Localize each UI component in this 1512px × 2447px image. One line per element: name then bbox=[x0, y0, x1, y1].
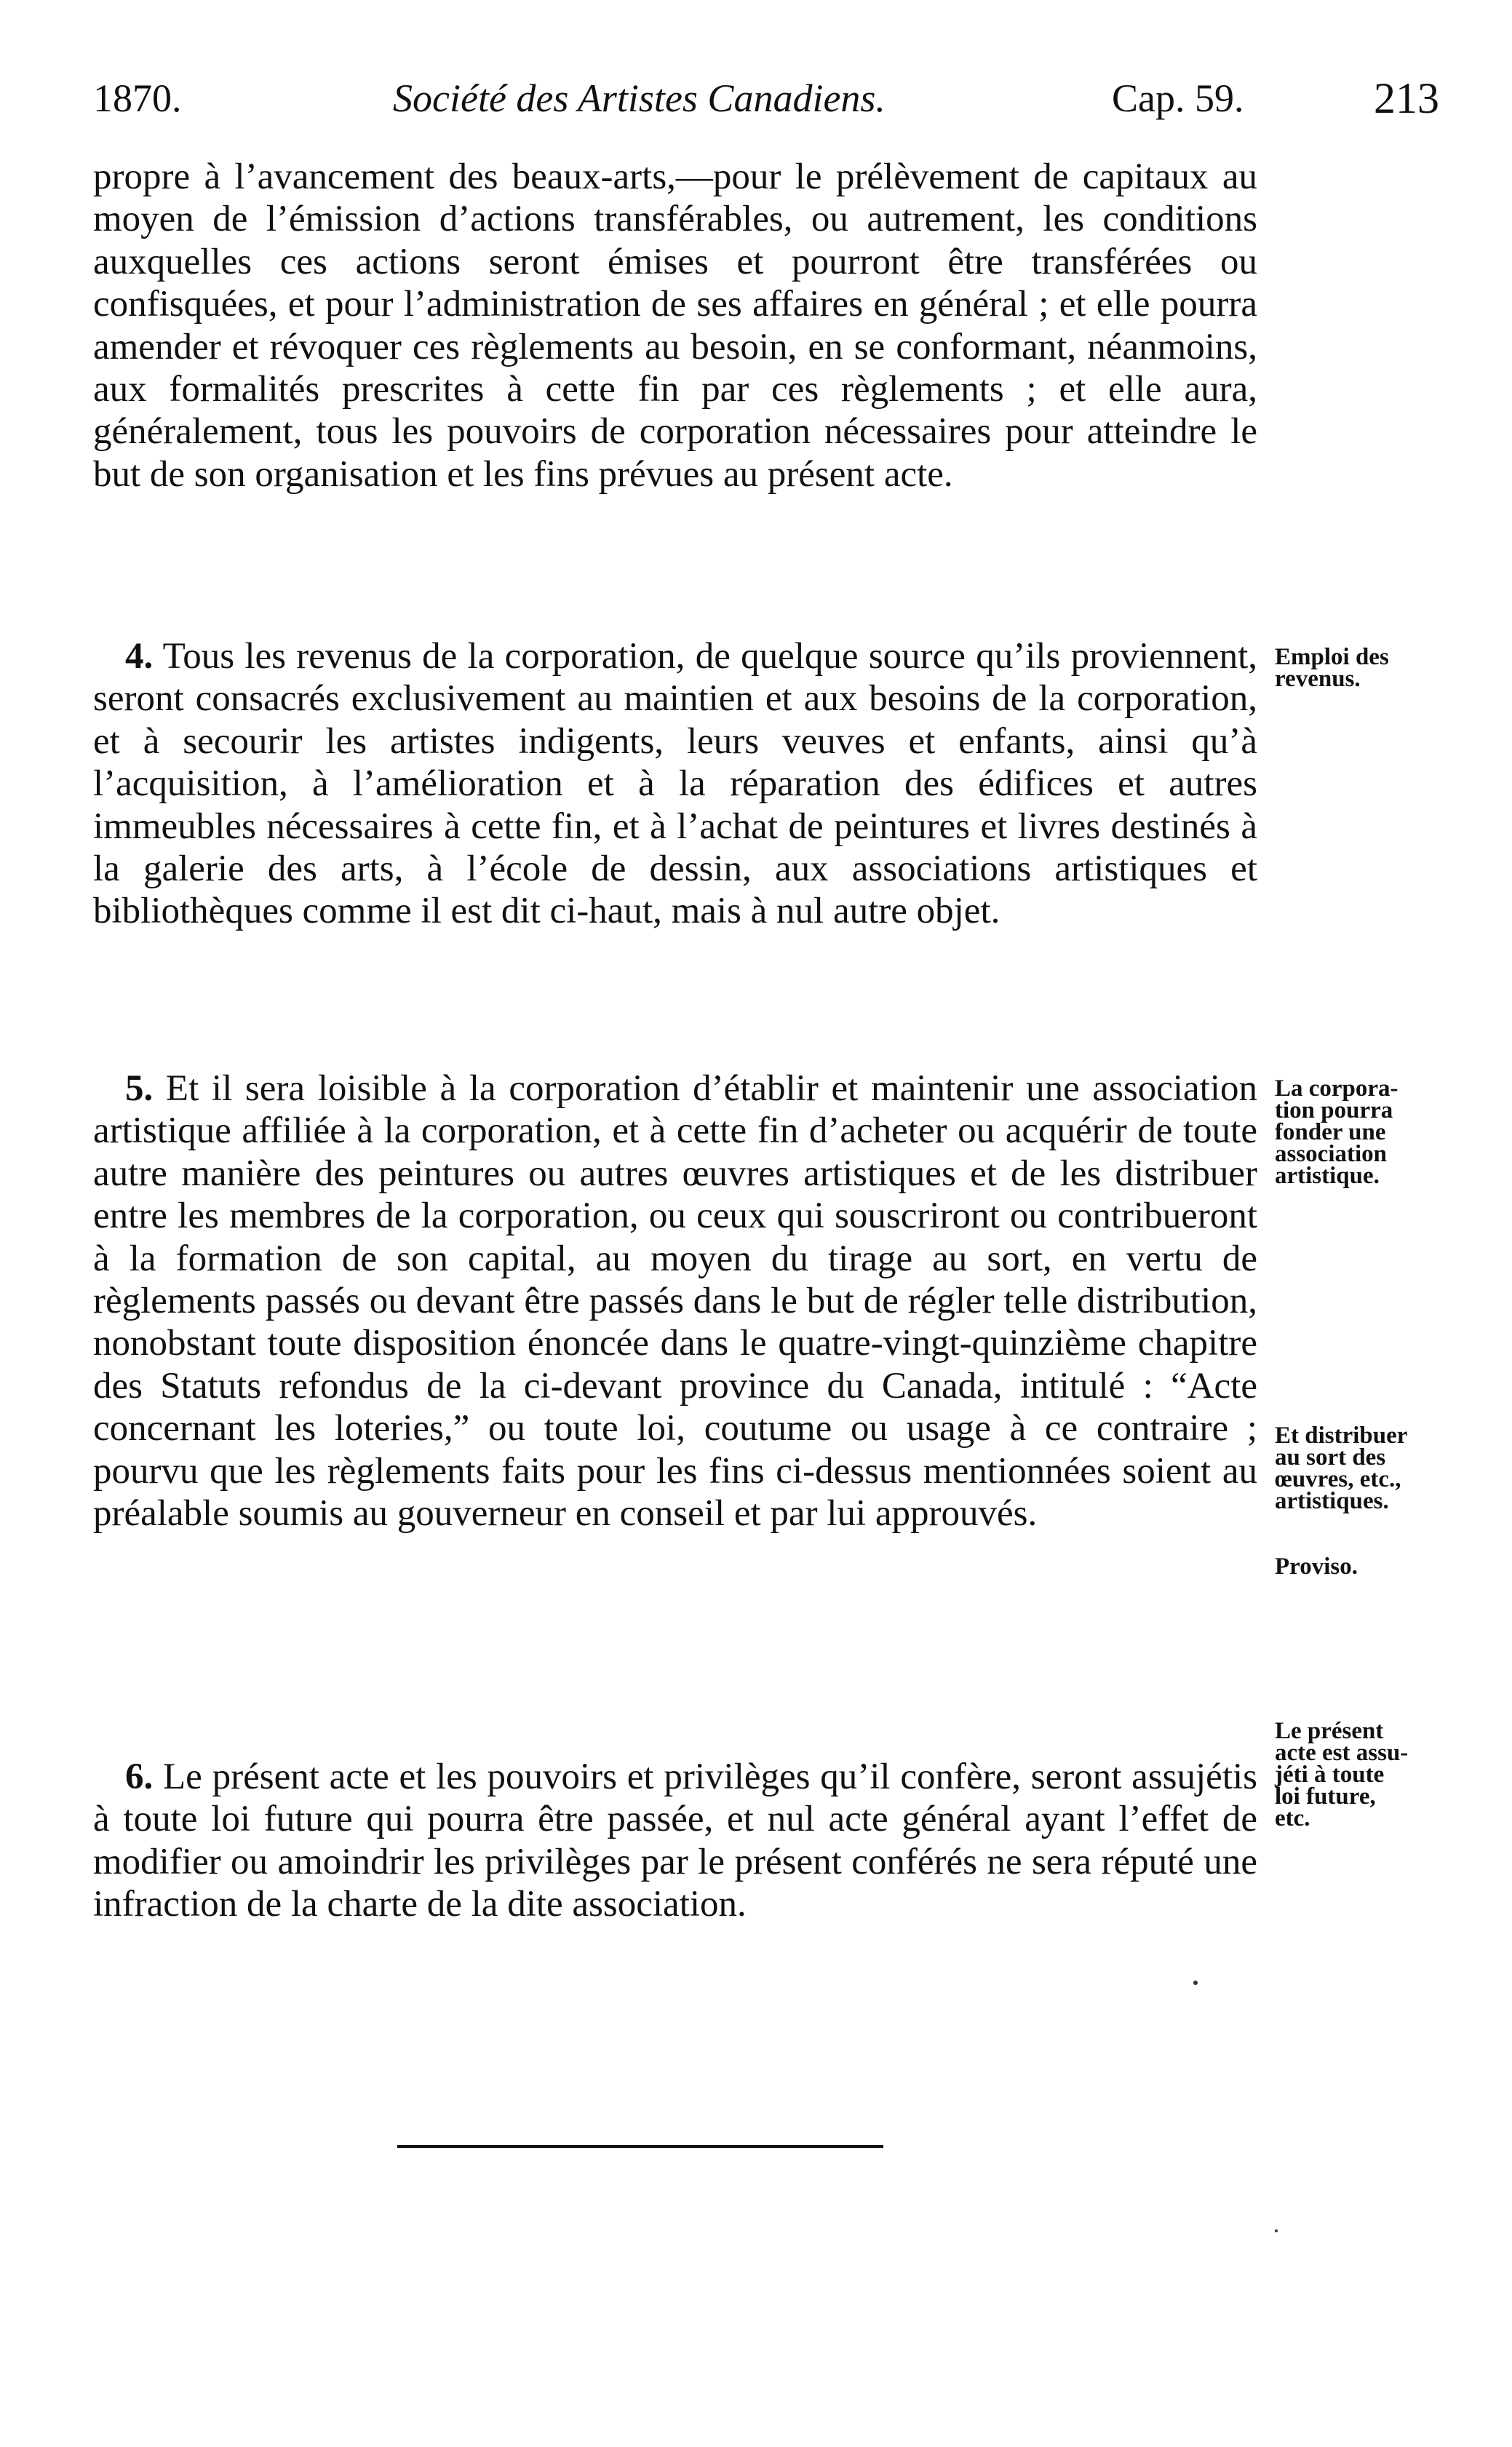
marginal-note-loi-future bbox=[1275, 1720, 1464, 1829]
print-speck bbox=[1275, 2229, 1278, 2232]
marginal-note-proviso bbox=[1275, 1553, 1464, 1580]
note-line: La corpora- bbox=[1275, 1075, 1398, 1102]
note-line: jéti à toute bbox=[1275, 1762, 1385, 1788]
section-4 bbox=[93, 635, 1257, 933]
note-line: œuvres, etc., bbox=[1275, 1466, 1401, 1492]
note-line: fonder une bbox=[1275, 1119, 1386, 1145]
note-line: artistique. bbox=[1275, 1163, 1380, 1189]
note-line: revenus. bbox=[1275, 666, 1361, 692]
footer-rule bbox=[397, 2145, 883, 2148]
note-line: Le présent bbox=[1275, 1718, 1384, 1744]
section-number: 4. bbox=[125, 636, 154, 677]
header-chapter: Cap. 59. bbox=[1112, 76, 1244, 120]
section-number: 5. bbox=[125, 1068, 154, 1109]
header-year: 1870. bbox=[93, 76, 182, 120]
note-line: tion pourra bbox=[1275, 1097, 1393, 1123]
section-6 bbox=[93, 1756, 1257, 1926]
paragraph-text: Le présent acte et les pouvoirs et privilèges qu’il confère, seront assujétis à toute loi future qui pourra être passée, et nul acte général ayant l’effet de modifier ou amoindrir les privilèges par le présent conférés ne sera réputé une infraction de la charte de la dite association. bbox=[93, 1756, 1258, 1925]
marginal-note-emploi-des-revenus bbox=[1275, 646, 1464, 690]
header-title: Société des Artistes Canadiens. bbox=[393, 76, 886, 120]
paragraph-continuation bbox=[93, 156, 1257, 496]
note-line: Et distribuer bbox=[1275, 1423, 1408, 1449]
note-line: etc. bbox=[1275, 1805, 1310, 1831]
paragraph-text: Et il sera loisible à la corporation d’établir et maintenir une association artistique affiliée à la corporation, et à cette fin d’acheter ou acquérir de toute autre manière des peintures ou autres œuvres artistiques et de les distribuer entre les membres de la corporation, ou ceux qui souscriront ou contribueront à la formation de son capital, au moyen du tirage au sort, en vertu de règlements passés ou devant être passés dans le but de régler telle distribution, nonobstant toute disposition énoncée dans le quatre-vingt-quinzième chapitre des Statuts refondus de la ci-devant province du Canada, intitulé : “Acte concernant les loteries,” ou toute loi, coutume ou usage à ce contraire ; pourvu que les règlements faits pour les fins ci-dessus mentionnées soient au préalable soumis au gouverneur en conseil et par lui approuvés. bbox=[93, 1068, 1257, 1535]
paragraph-text: Tous les revenus de la corporation, de quelque source qu’ils proviennent, seront consacrés exclusivement au maintien et aux besoins de la corporation, et à secourir les artistes indigents, leurs veuves et enfants, ainsi qu’à l’acquisition, à l’amélioration et à la réparation des édifices et autres immeubles nécessaires à cette fin, et à l’achat de peintures et livres destinés à la galerie des arts, à l’école de dessin, aux associations artistiques et bibliothèques comme il est dit ci-haut, mais à nul autre objet. bbox=[93, 636, 1257, 932]
page-number: 213 bbox=[1374, 74, 1439, 122]
note-line: loi future, bbox=[1275, 1783, 1376, 1810]
paragraph-text: propre à l’avancement des beaux-arts,—pour le prélèvement de capitaux au moyen de l’émission d’actions transférables, ou autrement, les conditions auxquelles ces actions seront émises et pourront être transférées ou confisquées, et pour l’administration de ses affaires en général ; et elle pourra amender et révoquer ces règlements au besoin, en se conformant, néanmoins, aux formalités prescrites à cette fin par ces règlements ; et elle aura, généralement, tous les pouvoirs de corporation nécessaires pour atteindre le but de son organisation et les fins prévues au présent acte. bbox=[93, 156, 1257, 495]
print-speck bbox=[1193, 1981, 1198, 1985]
note-line: Proviso. bbox=[1275, 1553, 1358, 1580]
note-line: acte est assu- bbox=[1275, 1740, 1409, 1766]
marginal-note-distribuer-au-sort bbox=[1275, 1425, 1464, 1512]
note-line: Emploi des bbox=[1275, 644, 1389, 670]
section-number: 6. bbox=[125, 1756, 154, 1797]
note-line: artistiques. bbox=[1275, 1488, 1389, 1514]
note-line: association bbox=[1275, 1141, 1388, 1167]
section-5 bbox=[93, 1067, 1257, 1535]
note-line: au sort des bbox=[1275, 1444, 1386, 1471]
marginal-note-association-artistique bbox=[1275, 1075, 1464, 1189]
